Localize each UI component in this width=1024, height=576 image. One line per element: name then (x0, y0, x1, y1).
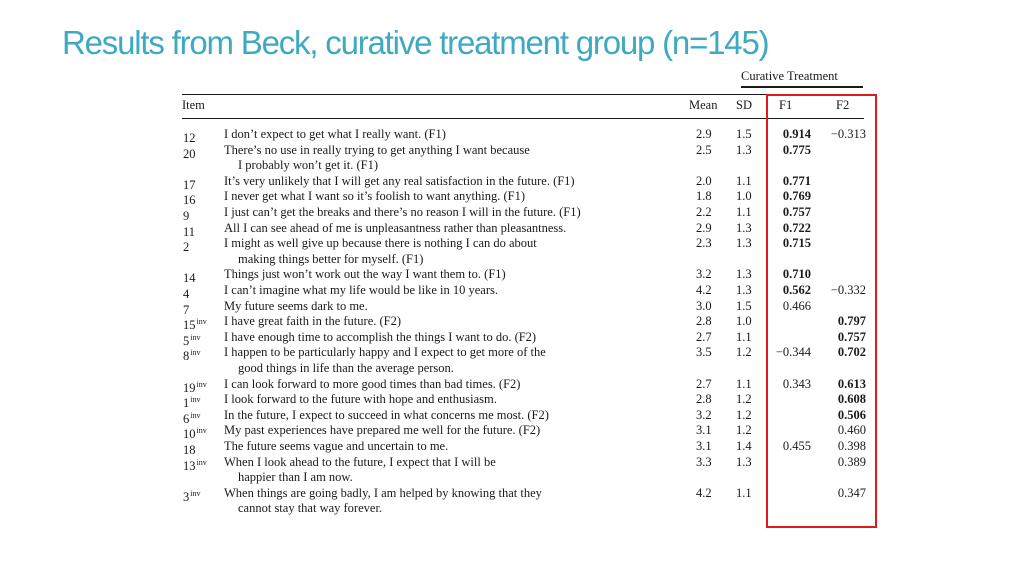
mean-value: 2.9 (696, 220, 712, 235)
sd-value: 1.1 (736, 329, 752, 344)
item-text: I don’t expect to get what I really want. (F1) (224, 127, 446, 141)
f1-loading: 0.722 (782, 220, 811, 235)
item-text: happier than I am now. (238, 470, 353, 485)
item-number-value: 12 (183, 131, 196, 145)
item-number-value: 3 (183, 489, 190, 504)
sd-value: 1.0 (736, 189, 752, 204)
sd-value: 1.2 (736, 392, 752, 407)
factor-columns-highlight (766, 94, 877, 528)
item-text: There’s no use in really trying to get anything I want because (224, 142, 530, 157)
item-text: cannot stay that way forever. (238, 501, 383, 516)
item-text: I just can’t get the breaks and there’s no reason I will in the future. (F1) (224, 205, 581, 219)
f2-loading: 0.506 (837, 407, 866, 422)
item-number-value: 18 (183, 443, 196, 457)
sd-value: 1.3 (736, 236, 752, 251)
item-number-value: 15 (183, 318, 196, 333)
item-number-value: 8 (183, 349, 190, 364)
sd-value: 1.1 (736, 485, 752, 500)
item-text: good things in life than the average person. (238, 361, 454, 375)
mean-value: 1.8 (696, 189, 712, 204)
f2-loading: 0.797 (837, 314, 866, 329)
inverted-marker: inv (196, 426, 207, 436)
item-text: When things are going badly, I am helped by knowing that they (224, 485, 542, 500)
item-number-value: 11 (183, 224, 196, 239)
item-text: The future seems vague and uncertain to me. (224, 439, 449, 453)
item-number-value: 19 (183, 380, 196, 395)
slide-title: Results from Beck, curative treatment group (n=145) (62, 24, 769, 61)
mean-value: 2.5 (696, 142, 712, 157)
item-number-value: 10 (183, 427, 196, 442)
inverted-marker: inv (190, 332, 201, 342)
sd-value: 1.2 (736, 407, 752, 422)
f1-loading: 0.343 (782, 376, 811, 391)
item-number-value: 1 (183, 396, 190, 411)
mean-value: 3.2 (696, 267, 712, 282)
group-label: Curative Treatment (741, 69, 838, 83)
mean-value: 3.1 (696, 423, 712, 438)
sd-value: 1.2 (736, 345, 752, 360)
item-text: My past experiences have prepared me well for the future. (F2) (224, 423, 541, 438)
f2-loading: 0.389 (837, 454, 866, 469)
f2-loading: 0.398 (837, 439, 866, 453)
inverted-marker: inv (196, 379, 207, 389)
mean-value: 2.8 (696, 314, 712, 329)
f1-loading: −0.344 (775, 345, 811, 360)
header-mean: Mean (689, 98, 718, 112)
f1-loading: 0.466 (782, 298, 811, 313)
f2-loading: 0.608 (837, 392, 866, 407)
header-sd: SD (736, 98, 752, 112)
item-text: I look forward to the future with hope and enthusiasm. (224, 392, 497, 407)
f1-loading: 0.710 (782, 267, 811, 282)
mean-value: 2.7 (696, 329, 712, 344)
sd-value: 1.2 (736, 423, 752, 438)
mean-value: 4.2 (696, 485, 712, 500)
item-text: Things just won’t work out the way I want them to. (F1) (224, 267, 506, 282)
sd-value: 1.3 (736, 283, 752, 297)
f1-loading: 0.562 (782, 283, 811, 297)
mean-value: 2.8 (696, 392, 712, 407)
item-text: My future seems dark to me. (224, 298, 368, 313)
sd-value: 1.1 (736, 205, 752, 219)
mean-value: 3.3 (696, 454, 712, 469)
f2-loading: −0.332 (830, 283, 866, 297)
item-text: I can look forward to more good times than bad times. (F2) (224, 376, 521, 391)
item-text: In the future, I expect to succeed in what concerns me most. (F2) (224, 407, 549, 422)
item-text: It’s very unlikely that I will get any real satisfaction in the future. (F1) (224, 173, 575, 188)
sd-value: 1.4 (736, 439, 752, 453)
item-text: I have enough time to accomplish the things I want to do. (F2) (224, 329, 537, 344)
sd-value: 1.3 (736, 220, 752, 235)
inverted-marker: inv (190, 410, 201, 420)
f1-loading: 0.715 (782, 236, 811, 251)
f1-loading: 0.771 (782, 173, 811, 188)
item-number-value: 9 (183, 209, 190, 223)
item-number-value: 4 (183, 287, 190, 301)
mean-value: 2.9 (696, 127, 712, 141)
f1-loading: 0.455 (782, 439, 811, 453)
mean-value: 4.2 (696, 283, 712, 297)
inverted-marker: inv (190, 348, 201, 358)
header-f2: F2 (836, 98, 850, 112)
sd-value: 1.3 (736, 142, 752, 157)
inverted-marker: inv (190, 488, 201, 498)
mean-value: 3.5 (696, 345, 712, 360)
f2-loading: 0.460 (837, 423, 866, 438)
item-number-value: 7 (183, 302, 190, 317)
sd-value: 1.3 (736, 454, 752, 469)
item-text: I probably won’t get it. (F1) (238, 158, 379, 173)
sd-value: 1.1 (736, 173, 752, 188)
mean-value: 2.7 (696, 376, 712, 391)
item-number-value: 13 (183, 458, 196, 473)
f2-loading: 0.613 (837, 376, 866, 391)
item-number-value: 17 (183, 177, 196, 192)
sd-value: 1.3 (736, 267, 752, 282)
f2-loading: 0.757 (837, 329, 866, 344)
sd-value: 1.1 (736, 376, 752, 391)
sd-value: 1.5 (736, 127, 752, 141)
item-text: making things better for myself. (F1) (238, 251, 424, 266)
f2-loading: 0.702 (837, 345, 866, 360)
item-number-value: 5 (183, 333, 190, 348)
sd-value: 1.5 (736, 298, 752, 313)
item-number-value: 20 (183, 146, 196, 161)
f2-loading: 0.347 (837, 485, 866, 500)
group-rule (741, 86, 863, 88)
item-text: I can’t imagine what my life would be like in 10 years. (224, 283, 498, 297)
inverted-marker: inv (196, 317, 207, 327)
item-number-value: 6 (183, 411, 190, 426)
f1-loading: 0.914 (782, 127, 811, 141)
item-text: All I can see ahead of me is unpleasantness rather than pleasantness. (224, 220, 567, 235)
item-text: I might as well give up because there is nothing I can do about (224, 236, 537, 251)
f1-loading: 0.775 (782, 142, 811, 157)
sd-value: 1.0 (736, 314, 752, 329)
item-text: I have great faith in the future. (F2) (224, 314, 402, 329)
inverted-marker: inv (190, 395, 201, 405)
mean-value: 2.3 (696, 236, 712, 251)
item-number (183, 501, 184, 521)
header-f1: F1 (779, 98, 793, 112)
table-top-rule (182, 94, 864, 95)
mean-value: 2.0 (696, 173, 712, 188)
item-text: I happen to be particularly happy and I expect to get more of the (224, 345, 546, 360)
item-number-value: 14 (183, 271, 196, 286)
f1-loading: 0.757 (782, 205, 811, 219)
mean-value: 3.2 (696, 407, 712, 422)
header-item: Item (182, 98, 205, 112)
item-text: I never get what I want so it’s foolish to want anything. (F1) (224, 189, 525, 204)
item-text: When I look ahead to the future, I expect that I will be (224, 454, 496, 469)
f2-loading: −0.313 (830, 127, 866, 141)
table-header-rule (182, 118, 864, 119)
mean-value: 3.0 (696, 298, 712, 313)
inverted-marker: inv (196, 457, 207, 467)
mean-value: 2.2 (696, 205, 712, 219)
item-number-value: 2 (183, 240, 190, 255)
mean-value: 3.1 (696, 439, 712, 453)
f1-loading: 0.769 (782, 189, 811, 204)
item-number-value: 16 (183, 193, 196, 208)
